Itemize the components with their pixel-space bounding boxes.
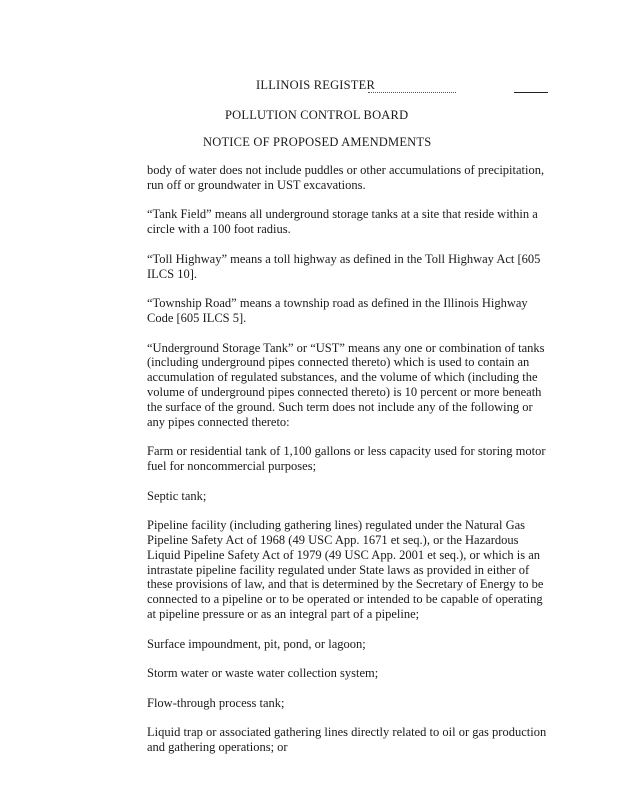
- paragraph-toll-highway: “Toll Highway” means a toll highway as defined in the Toll Highway Act [605 ILCS 10].: [147, 251, 541, 281]
- register-title: ILLINOIS REGISTER: [256, 78, 376, 92]
- paragraph-septic-tank: Septic tank;: [147, 488, 207, 503]
- paragraph-flow-through: Flow-through process tank;: [147, 695, 285, 710]
- board-title: POLLUTION CONTROL BOARD: [225, 108, 409, 122]
- paragraph-surface-impoundment: Surface impoundment, pit, pond, or lagoon;: [147, 636, 366, 651]
- paragraph-ust-definition: “Underground Storage Tank” or “UST” means any one or combination of tanks (including underground pipes connected thereto) which is used to contain an accumulation of regulated substances, and the volume of which (including the volume of underground pipes connected thereto) is 10 percent or more beneath the surface of the ground. Such term does not include any of the following or any pipes connected thereto:: [147, 340, 545, 429]
- paragraph-storm-water: Storm water or waste water collection system;: [147, 666, 379, 681]
- document-body: [147, 163, 547, 770]
- paragraph-township-road: “Township Road” means a township road as defined in the Illinois Highway Code [605 ILCS 5].: [147, 296, 528, 325]
- paragraph-farm-tank: Farm or residential tank of 1,100 gallons or less capacity used for storing motor fuel for noncommercial purposes;: [147, 444, 546, 473]
- register-dotted-leader: [368, 92, 456, 93]
- notice-title: NOTICE OF PROPOSED AMENDMENTS: [203, 135, 432, 149]
- paragraph-body-of-water: body of water does not include puddles or other accumulations of precipitation, run off or groundwater in UST excavations.: [147, 163, 545, 192]
- page-number-rule: [514, 92, 548, 93]
- paragraph-tank-field: “Tank Field” means all underground storage tanks at a site that reside within a circle with a 100 foot radius.: [147, 207, 538, 237]
- paragraph-liquid-trap: Liquid trap or associated gathering lines directly related to oil or gas production and gathering operations; or: [147, 725, 547, 755]
- paragraph-pipeline-facility: Pipeline facility (including gathering lines) regulated under the Natural Gas Pipeline Safety Act of 1968 (49 USC App. 1671 et seq.), or the Hazardous Liquid Pipeline Safety Act of 1979 (49 USC App. 2001 et seq.), or which is an intrastate pipeline facility regulated under State laws as provided in either of these provisions of law, and that is determined by the Secretary of Energy to be connected to a pipeline or to be operated or intended to be capable of operating at pipeline pressure or as an integral part of a pipeline;: [147, 518, 544, 621]
